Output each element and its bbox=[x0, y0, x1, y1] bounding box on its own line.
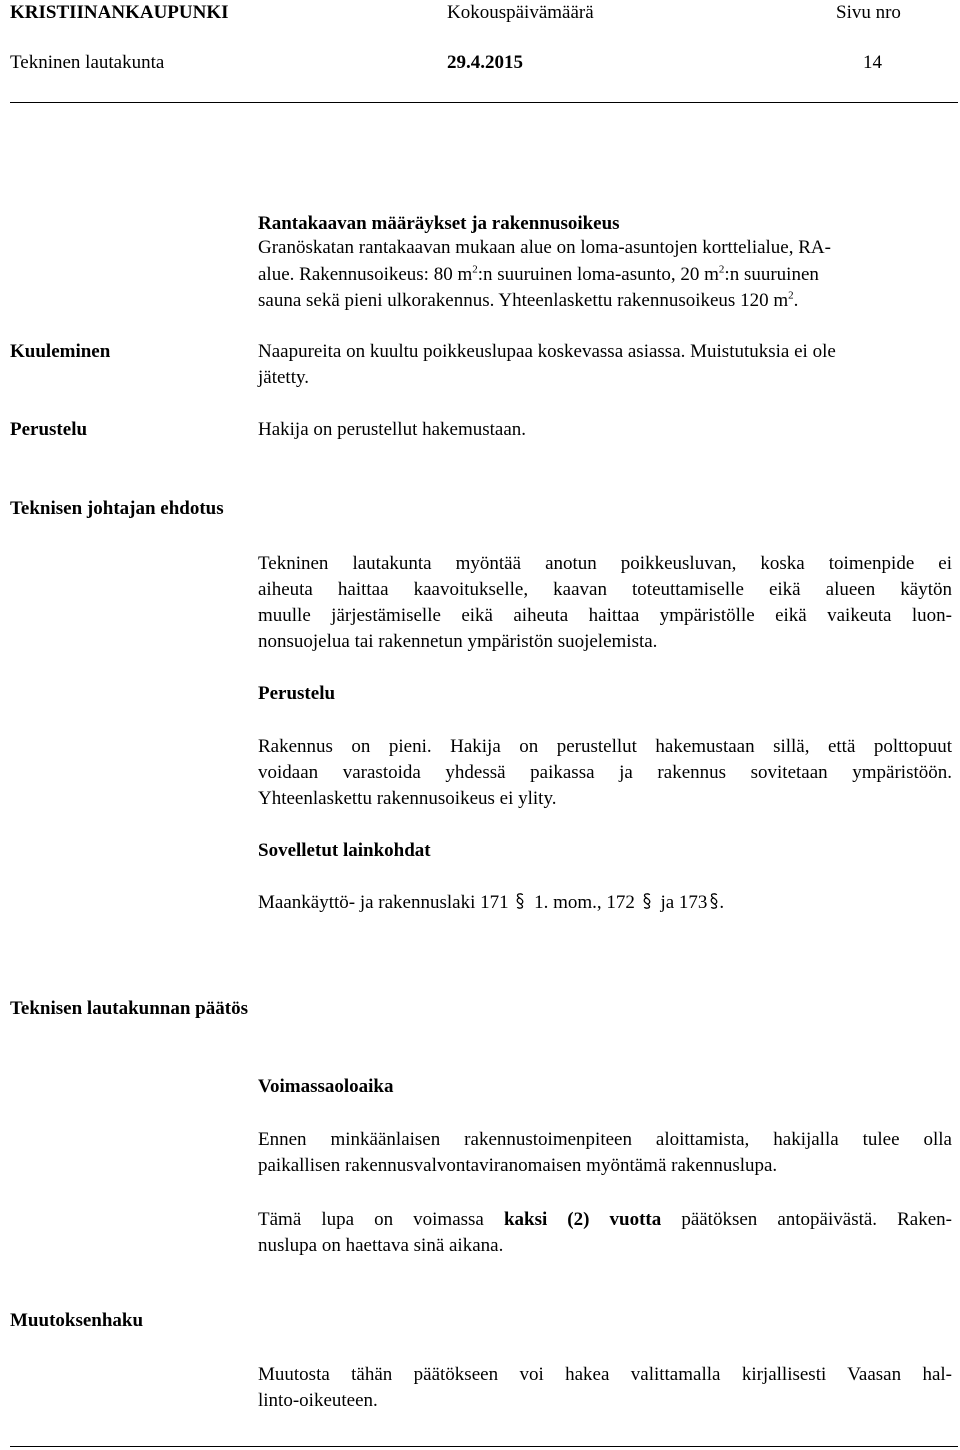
section-sign-icon bbox=[642, 892, 652, 910]
rantakaava-line: Granöskatan rantakaavan mukaan alue on loma-asuntojen korttelialue, RA- bbox=[258, 237, 831, 258]
kuuleminen-text: jätetty. bbox=[258, 367, 309, 388]
rantakaava-line: alue. Rakennusoikeus: 80 $m^2:n$ suuruinen loma-asunto, 20 $m^2:n$ suuruinen bbox=[258, 263, 819, 285]
voimassaoloaika-paragraph: Tämä lupa on voimassa kaksi (2) vuotta päätöksen antopäivästä. Raken- nuslupa on haettava sinä aikana. bbox=[258, 1209, 952, 1256]
rantakaava-line: sauna sekä pieni ulkorakennus. Yhteenlaskettu rakennusoikeus 120 $m^2$. bbox=[258, 289, 799, 311]
kuuleminen-label: Kuuleminen bbox=[10, 341, 111, 362]
kuuleminen-text: Naapureita on kuultu poikkeuslupaa koskevassa asiassa. Muistutuksia ei ole bbox=[258, 341, 836, 362]
header-divider bbox=[10, 102, 958, 103]
org-name: KRISTIINANKAUPUNKI bbox=[10, 2, 229, 23]
ehdotus-paragraph: Tekninen lautakunta myöntää anotun poikkeusluvan, koska toimenpide ei aiheuta haittaa kaavoitukselle, kaavan toteuttamiselle eikä alueen käytön muulle järjestämiselle eikä aiheuta haittaa ympäristölle eikä vaikeuta luon- nonsuojelua tai rakennetun ympäristön suojelemista. bbox=[258, 553, 952, 652]
muutoksenhaku-paragraph: Muutosta tähän päätökseen voi hakea valittamalla kirjallisesti Vaasan hal- linto-oikeuteen. bbox=[258, 1364, 952, 1411]
lainkohdat-heading: Sovelletut lainkohdat bbox=[258, 840, 431, 861]
committee-name: Tekninen lautakunta bbox=[10, 52, 165, 73]
muutoksenhaku-heading: Muutoksenhaku bbox=[10, 1310, 144, 1331]
footer-divider bbox=[10, 1446, 958, 1447]
paatos-heading: Teknisen lautakunnan päätös bbox=[10, 998, 248, 1019]
ehdotus-perustelu-heading: Perustelu bbox=[258, 683, 336, 704]
ehdotus-perustelu-paragraph: Rakennus on pieni. Hakija on perustellut hakemustaan sillä, että polttopuut voidaan varastoida yhdessä paikassa ja rakennus sovitetaan ympäristöön. Yhteenlaskettu rakennusoikeus ei ylity. bbox=[258, 736, 952, 809]
voimassaoloaika-paragraph: Ennen minkäänlaisen rakennustoimenpiteen aloittamista, hakijalla tulee olla paikallisen rakennusvalvontaviranomaisen myöntämä rakennuslupa. bbox=[258, 1129, 952, 1176]
rantakaava-heading: Rantakaavan määräykset ja rakennusoikeus bbox=[258, 213, 620, 234]
meeting-date-label: Kokouspäivämäärä bbox=[447, 2, 594, 23]
meeting-date: 29.4.2015 bbox=[447, 52, 523, 73]
lainkohdat-text: Maankäyttö- ja rakennuslaki 171 1. mom., 172 ja 173 . bbox=[258, 892, 725, 913]
perustelu-label: Perustelu bbox=[10, 419, 88, 440]
ehdotus-heading: Teknisen johtajan ehdotus bbox=[10, 498, 224, 519]
section-sign-icon bbox=[515, 892, 525, 910]
page-number: 14 bbox=[863, 52, 882, 73]
voimassaoloaika-heading: Voimassaoloaika bbox=[258, 1076, 394, 1097]
section-sign-icon bbox=[709, 892, 719, 910]
perustelu-text: Hakija on perustellut hakemustaan. bbox=[258, 419, 527, 440]
page-number-label: Sivu nro bbox=[836, 2, 901, 23]
